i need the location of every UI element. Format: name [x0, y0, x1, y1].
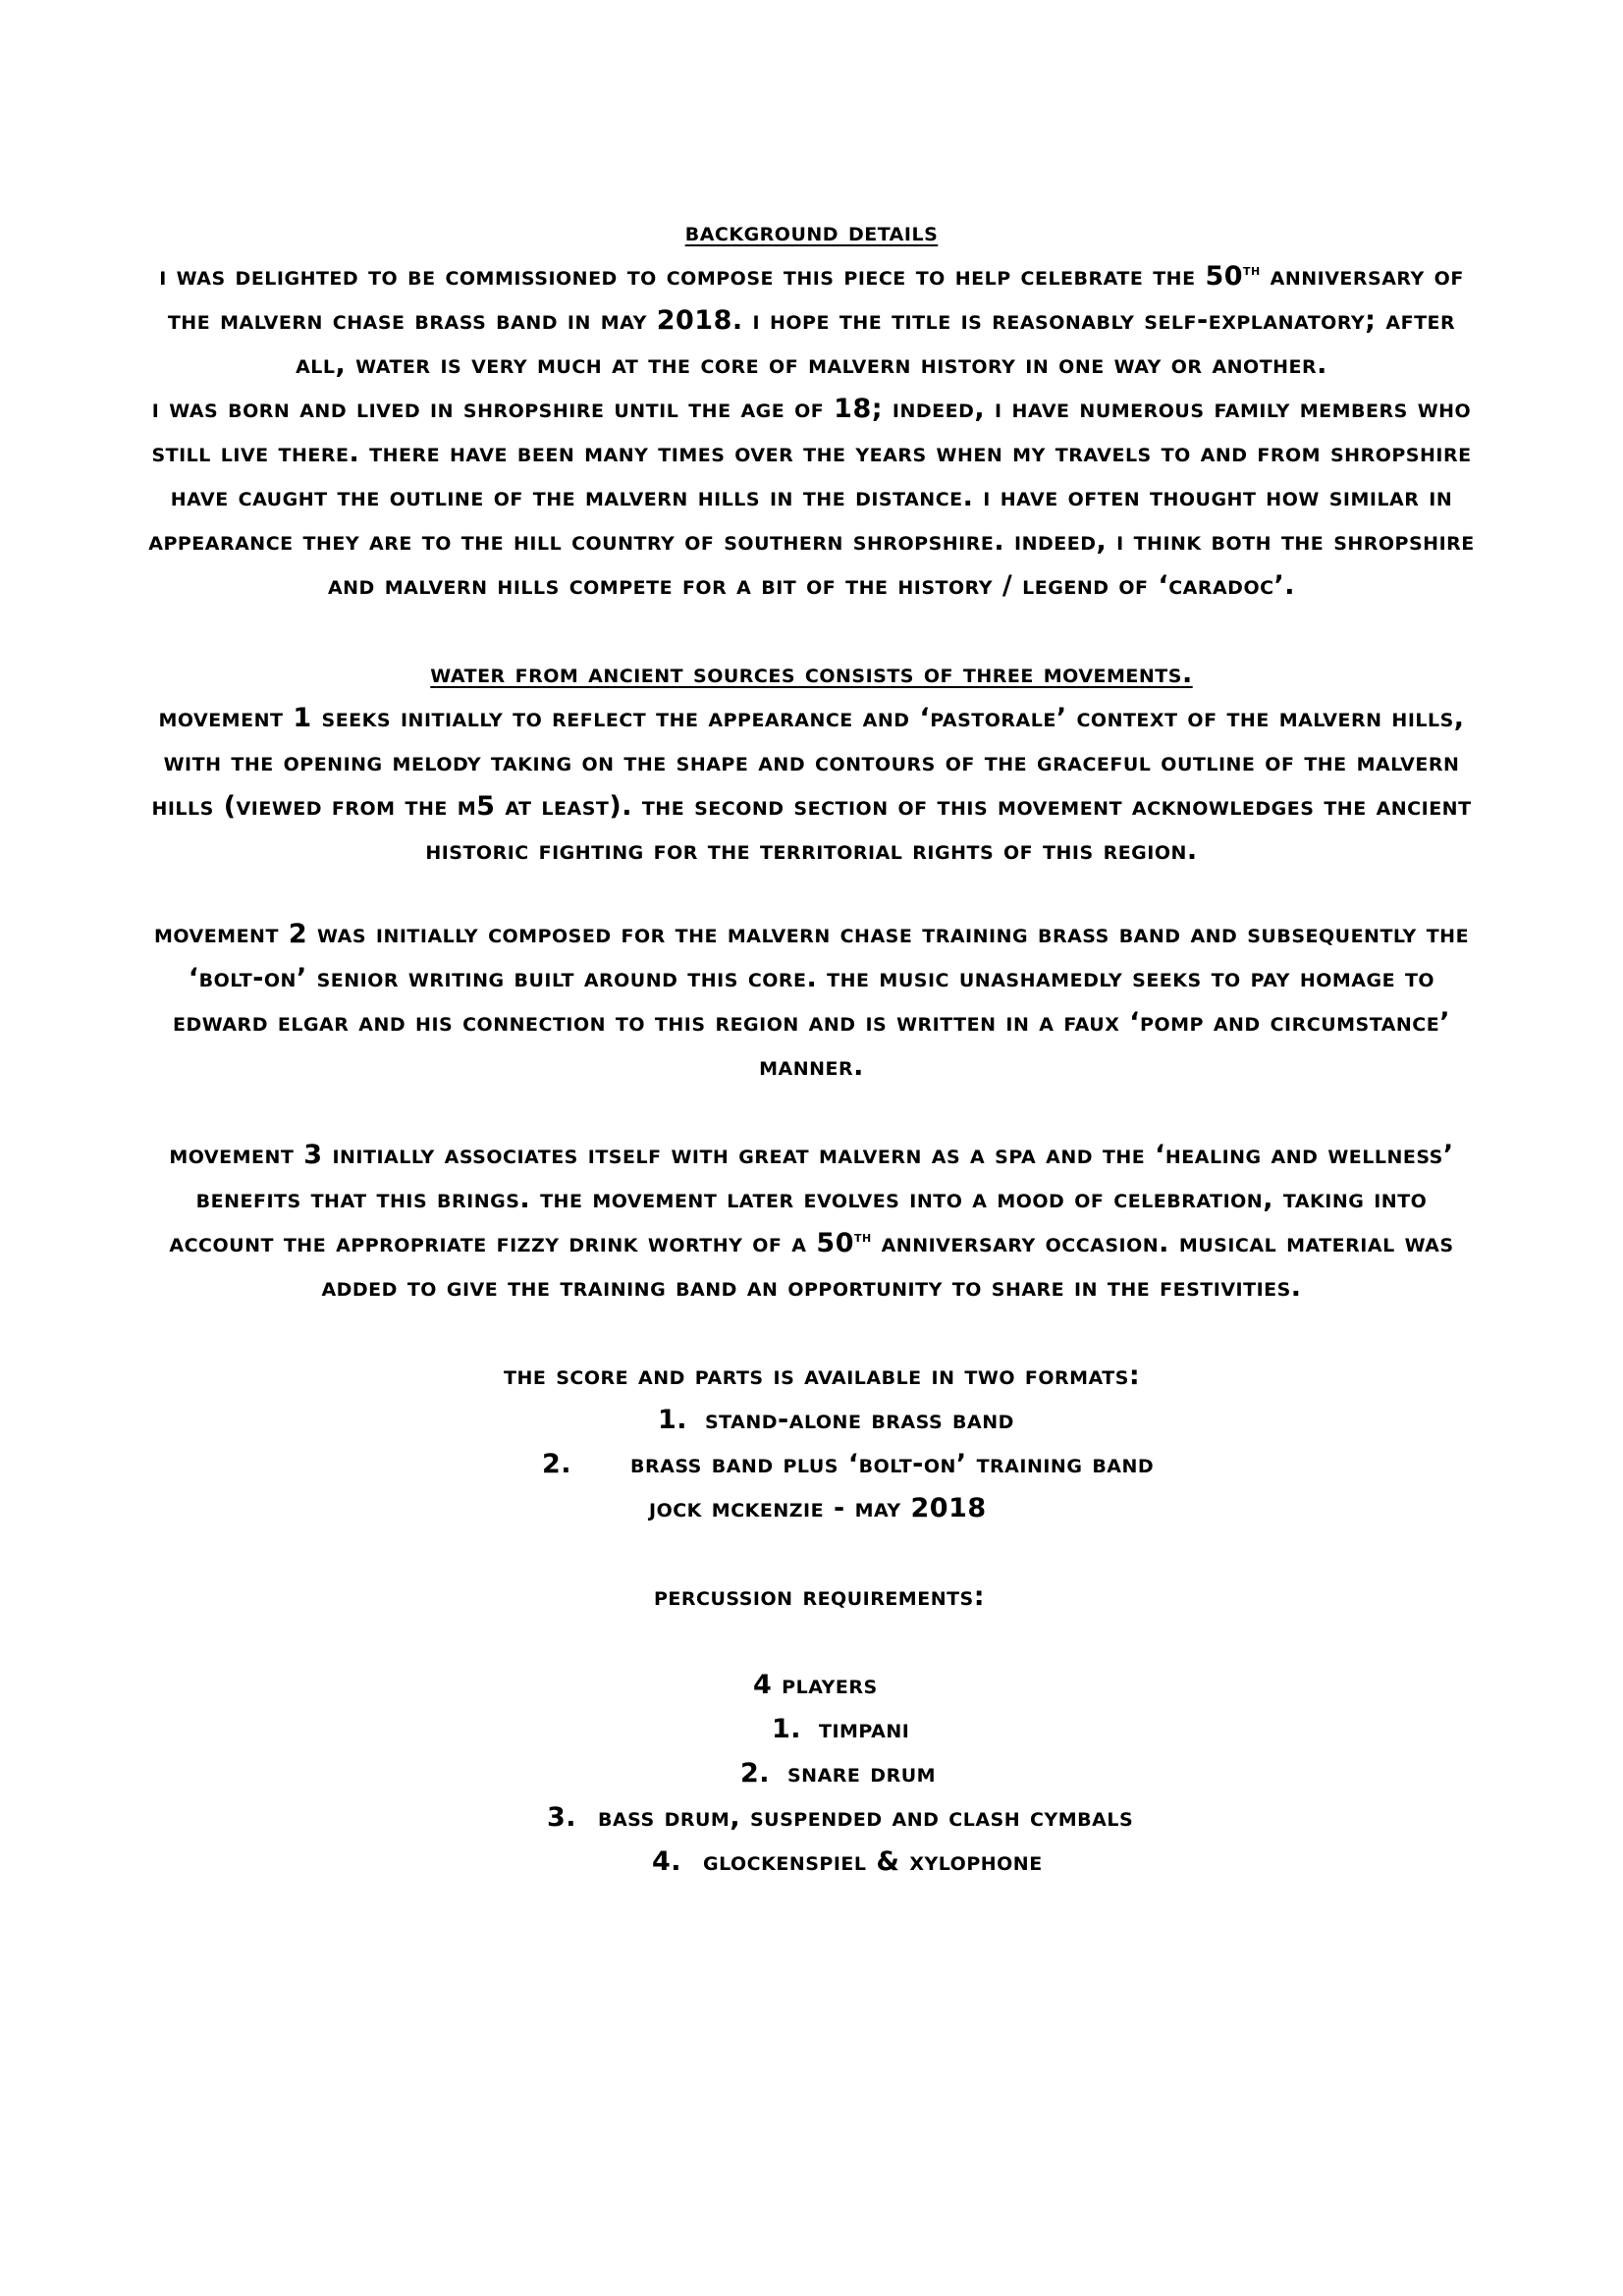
percussion-heading: percussion requirements: [654, 1581, 986, 1612]
list-number: 1. [772, 1714, 802, 1744]
list-number: 3. [547, 1802, 577, 1833]
format-item-2 [542, 1442, 1154, 1486]
superscript-th: th [1243, 260, 1261, 279]
movement-3-paragraph: movement 3 initially associates itself with great malvern as a spa and the ‘healing and wellness’ benefits that this brings. the movement later evolves into a mood of celebration, taking into account the appropriate fizzy drink worthy of a 50th anniversary occasion. musical material was added to give the training band an opportunity to share in the festivities. [169, 1140, 1454, 1303]
percussion-label: glockenspiel & xylophone [703, 1846, 1043, 1877]
percussion-label: timpani [819, 1714, 910, 1744]
percussion-item-2 [740, 1751, 936, 1795]
format-item-1 [658, 1398, 1014, 1442]
percussion-players: 4 players [753, 1670, 878, 1700]
background-paragraph-1: i was delighted to be commissioned to compose this piece to help celebrate the 50th anniversary of the malvern chase brass band in may 2018. i hope the title is reasonably self-explanatory; after all, water is very much at the core of malvern history in one way or another. [159, 260, 1464, 380]
list-number: 2. [740, 1758, 771, 1789]
formats-intro: the score and parts is available in two formats: [504, 1361, 1141, 1391]
movements-heading: water from ancient sources consists of three movements. [430, 659, 1193, 689]
background-heading: background details [684, 217, 939, 247]
movement-3-section [147, 1133, 1476, 1309]
percussion-item-3 [547, 1795, 1133, 1840]
movement-1-paragraph: movement 1 seeks initially to reflect the appearance and ‘pastorale’ context of the malvern hills, with the opening melody taking on the shape and contours of the graceful outline of the malvern hills (viewed from the m5 at least). the second section of this movement acknowledges the ancient historic fighting for the territorial rights of this region. [151, 703, 1472, 866]
list-number: 2. [542, 1449, 572, 1479]
background-section [147, 210, 1476, 608]
percussion-item-1 [772, 1707, 909, 1751]
format-label: brass band plus ‘bolt-on’ training band [630, 1449, 1155, 1479]
movements-section [147, 652, 1476, 873]
list-number: 4. [652, 1846, 682, 1877]
format-label: stand-alone brass band [705, 1405, 1014, 1435]
superscript-th: th [853, 1227, 872, 1246]
signature: jock mckenzie - may 2018 [649, 1493, 987, 1523]
movement-2-paragraph: movement 2 was initially composed for the malvern chase training brass band and subsequently the ‘bolt-on’ senior writing built around this core. the music unashamedly seeks to pay homage to edward elgar and his connection to this region and is written in a faux ‘pomp and circumstance’ manner. [153, 919, 1470, 1082]
list-number: 1. [658, 1405, 688, 1435]
percussion-label: snare drum [787, 1758, 937, 1789]
background-paragraph-2: i was born and lived in shropshire until the age of 18; indeed, i have numerous family members who still live there. there have been many times over the years when my travels to and from shropshire have caught the outline of the malvern hills in the distance. i have often thought how similar in appearance they are to the hill country of southern shropshire. indeed, i think both the shropshire and malvern hills compete for a bit of the history / legend of ‘caradoc’. [148, 394, 1475, 601]
percussion-label: bass drum, suspended and clash cymbals [598, 1802, 1134, 1833]
percussion-item-4 [652, 1840, 1043, 1884]
movement-2-section [147, 912, 1476, 1089]
